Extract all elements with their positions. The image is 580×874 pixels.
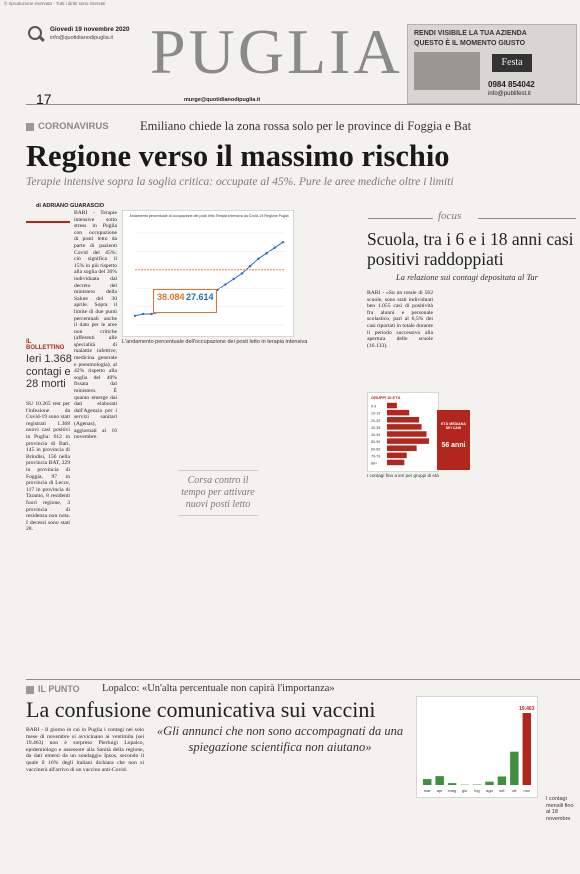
main-chart-point — [224, 283, 226, 285]
focus-body-col1b — [367, 482, 433, 674]
focus-chart-category-label: 30-39 — [371, 425, 381, 430]
sidebar-text: SU 10.265 test per l'infezione da Covid-19 sono stati registrati 1.368 nuovi casi positivi in Puglia: 612 in provincia di Bari, 145 in provincia di Brindisi, 156 nella provincia BAT, 229 in provincia di Foggia, 97 in provincia di Lecce, 117 in provincia di Taranto, 8 residenti fuori regione, 3 provincia di residenza non nota. I decessi sono stati 28. — [26, 401, 70, 533]
byline: di ADRIANO GUARASCIO — [36, 203, 105, 209]
big-stat-1: 38.084 — [157, 292, 185, 302]
masthead-email: murge@quotidianodipuglia.it — [184, 97, 261, 103]
punto-body-col5 — [483, 802, 541, 869]
punto-chart-bar — [485, 782, 493, 785]
main-body-col5 — [300, 348, 350, 674]
main-kicker-sub: Emiliano chiede la zona rossa solo per le province di Foggia e Bat — [140, 119, 472, 133]
focus-chart-bar — [387, 417, 419, 423]
main-headline: Regione verso il massimo rischio — [26, 139, 450, 173]
sidebar-label: IL BOLLETTINO — [26, 339, 65, 351]
focus-chart-category-label: 80+ — [371, 461, 378, 466]
punto-chart-category-label: apr — [436, 788, 443, 793]
main-chart-point — [241, 272, 243, 274]
punto-chart-bar — [435, 776, 443, 785]
masthead-site: info@quotidianodipuglia.it — [50, 35, 114, 41]
punto-chart-caption: I contagi mensili fino al 18 novembre — [546, 796, 574, 822]
focus-chart-caption: I contagi fino a ieri per gruppi di età — [367, 473, 439, 478]
page-number: 17 — [36, 91, 52, 107]
punto-body-col3 — [275, 765, 403, 869]
big-stat-2: 27.614 — [186, 292, 214, 302]
main-chart-point — [274, 247, 276, 249]
masthead-date: Giovedì 19 novembre 2020 — [50, 26, 130, 33]
main-kicker: CORONAVIRUS — [38, 121, 109, 132]
focus-chart-bar — [387, 410, 409, 416]
focus-chart-bar — [387, 403, 397, 409]
top-notice: © riproduzione riservata · Tutti i diritti sono riservati — [4, 1, 106, 6]
focus-chart-bar — [387, 438, 429, 444]
punto-kicker: IL PUNTO — [38, 684, 80, 694]
pullquote: Corsa contro il tempo per attivare nuovi posti letto — [178, 470, 258, 516]
main-chart-caption: L'andamento percentuale dell'occupazione dei posti letto in terapia intensiva — [122, 339, 308, 345]
focus-body-col3 — [510, 290, 576, 673]
focus-chart-svg — [371, 402, 435, 468]
sidebar-headline: Ieri 1.368 contagi e 28 morti — [26, 353, 72, 390]
punto-square — [26, 686, 34, 694]
focus-chart-bar — [387, 431, 427, 437]
punto-chart-bar — [448, 783, 456, 785]
focus-chart-bar — [387, 445, 417, 451]
punto-chart-category-label: lug — [474, 788, 480, 793]
age-median-value: 56 anni — [441, 442, 466, 449]
focus-body-col2 — [438, 290, 504, 382]
punto-chart — [416, 696, 538, 798]
focus-rule-right — [478, 218, 576, 219]
focus-chart-title: GRUPPI DI ETÀ — [371, 395, 401, 400]
main-chart-point — [134, 315, 136, 317]
punto-chart-bar — [523, 713, 531, 785]
main-body-col2 — [122, 348, 174, 674]
main-chart-point — [282, 241, 284, 243]
main-chart-point — [232, 278, 234, 280]
main-chart-point — [142, 313, 144, 315]
main-body-col1-lower — [74, 362, 117, 674]
main-chart-point — [257, 258, 259, 260]
punto-chart-svg — [421, 703, 533, 793]
focus-chart-bar — [387, 424, 422, 430]
main-body-col1: BARI - Terapie intensive sotto stress in Puglia con occupazione di posti letto da parte di pazienti Covid del 45%: ciò significa il 15% in più rispetto alla soglia del 30% individuata dal decreto del ministero della Salute del 30 aprile. Sopra il limite di due punti percentuali anche il dato per le aree non critiche (afferenti alle specialità di malattie infettive, medicina generale e pneumologia), al 42% rispetto alla soglia del 40% fissata dal ministero. È quanto emerge dai dati elaborati dall'Agenzia per i servizi sanitari (Agenas), aggiornati al 16 novembre. — [74, 210, 117, 441]
main-subhead: Terapie intensive sopra la soglia critica: occupate al 45%. Pure le aree mediche oltre i limiti — [26, 176, 454, 188]
ad-image — [414, 52, 480, 90]
ad-email: info@publifest.it — [488, 91, 531, 97]
punto-chart-category-label: set — [499, 788, 505, 793]
sidebar-bollettino — [26, 213, 70, 673]
punto-body-col1: BARI - Il giorno in cui in Puglia i contagi nel solo mese di novembre si avvicinano ai ventimila (sei 19.463) non è sorpreso Pierluigi Lopalco, epidemiologo e assessore alla Sanità della regione, da dati emersi da un sondaggio Ipsos, secondo il quale il 16% degli italiani dichiara che non si vaccinerà all'arrivo di un vaccino anti-Covid. — [26, 727, 144, 773]
punto-body-col4 — [416, 802, 478, 869]
stat-box — [153, 289, 217, 313]
focus-chart-bar — [387, 453, 407, 459]
age-median-box — [437, 410, 470, 470]
punto-body-col2 — [150, 765, 268, 869]
punto-chart-category-label: nov — [523, 788, 531, 793]
focus-chart — [367, 392, 439, 472]
punto-quote: «Gli annunci che non sono accompagnati da una spiegazione scientifica non aiutano» — [156, 724, 404, 754]
focus-chart-bar — [387, 460, 404, 466]
punto-chart-category-label: ott — [512, 788, 517, 793]
focus-label: focus — [438, 210, 462, 222]
punto-chart-category-label: ago — [486, 788, 493, 793]
sidebar-rule — [26, 221, 70, 223]
focus-chart-category-label: 0-9 — [371, 404, 377, 409]
focus-body-col1: BARI - «Su un totale di 562 scuole, sono stati individuati ben 1.055 casi di positività fra alunni e personale scolastico, pari al 6,5% dei casi riportati in totale durante il periodo successivo alla apertura delle scuole (16.133). — [367, 290, 433, 349]
search-icon-handle — [38, 35, 45, 42]
focus-headline: Scuola, tra i 6 e i 18 anni casi positivi raddoppiati — [367, 229, 574, 269]
kicker-square — [26, 123, 34, 131]
punto-chart-bar — [423, 779, 431, 785]
focus-rule-left — [368, 218, 433, 219]
age-median-label: ETÀ MEDIANA DEI CASI — [441, 422, 466, 431]
focus-chart-category-label: 60-69 — [371, 447, 381, 452]
page-title: PUGLIA — [150, 16, 403, 87]
focus-chart-category-label: 40-49 — [371, 433, 381, 438]
punto-chart-category-label: mag — [448, 788, 457, 793]
punto-kicker-sub: Lopalco: «Un'alta percentuale non capirà l'importanza» — [102, 683, 335, 694]
punto-chart-bar — [498, 776, 506, 785]
focus-chart-category-label: 50-59 — [371, 440, 381, 445]
punto-chart-category-label: mar — [423, 788, 431, 793]
punto-chart-top-value: 19.463 — [519, 706, 535, 712]
punto-headline: La confusione comunicativa sui vaccini — [26, 697, 376, 722]
ad-phone: 0984 854042 — [488, 80, 535, 89]
masthead-rule — [26, 104, 580, 105]
ad-banner[interactable] — [407, 24, 577, 104]
main-chart-point — [150, 313, 152, 315]
punto-chart-category-label: giu — [461, 788, 468, 793]
focus-body-col2b — [438, 482, 504, 674]
main-chart-point — [249, 265, 251, 267]
ad-line-2: QUESTO È IL MOMENTO GIUSTO — [414, 40, 526, 47]
focus-chart-category-label: 20-29 — [371, 418, 381, 423]
punto-chart-bar — [510, 752, 518, 785]
main-chart-svg — [129, 227, 287, 331]
main-chart-title: Andamento percentuale di occupazione dei posti letto Terapia Intensiva da Covid-19 Regione Puglia — [129, 214, 289, 218]
ad-brand-logo: Festa — [492, 54, 532, 72]
punto-top-rule — [26, 679, 580, 680]
ad-line-1: RENDI VISIBILE LA TUA AZIENDA — [414, 30, 527, 37]
focus-subhead: La relazione sui contagi depositata al Tar — [396, 272, 538, 282]
focus-chart-category-label: 10-19 — [371, 411, 381, 416]
main-chart — [122, 210, 294, 337]
main-chart-point — [265, 252, 267, 254]
focus-chart-category-label: 70-79 — [371, 454, 381, 459]
